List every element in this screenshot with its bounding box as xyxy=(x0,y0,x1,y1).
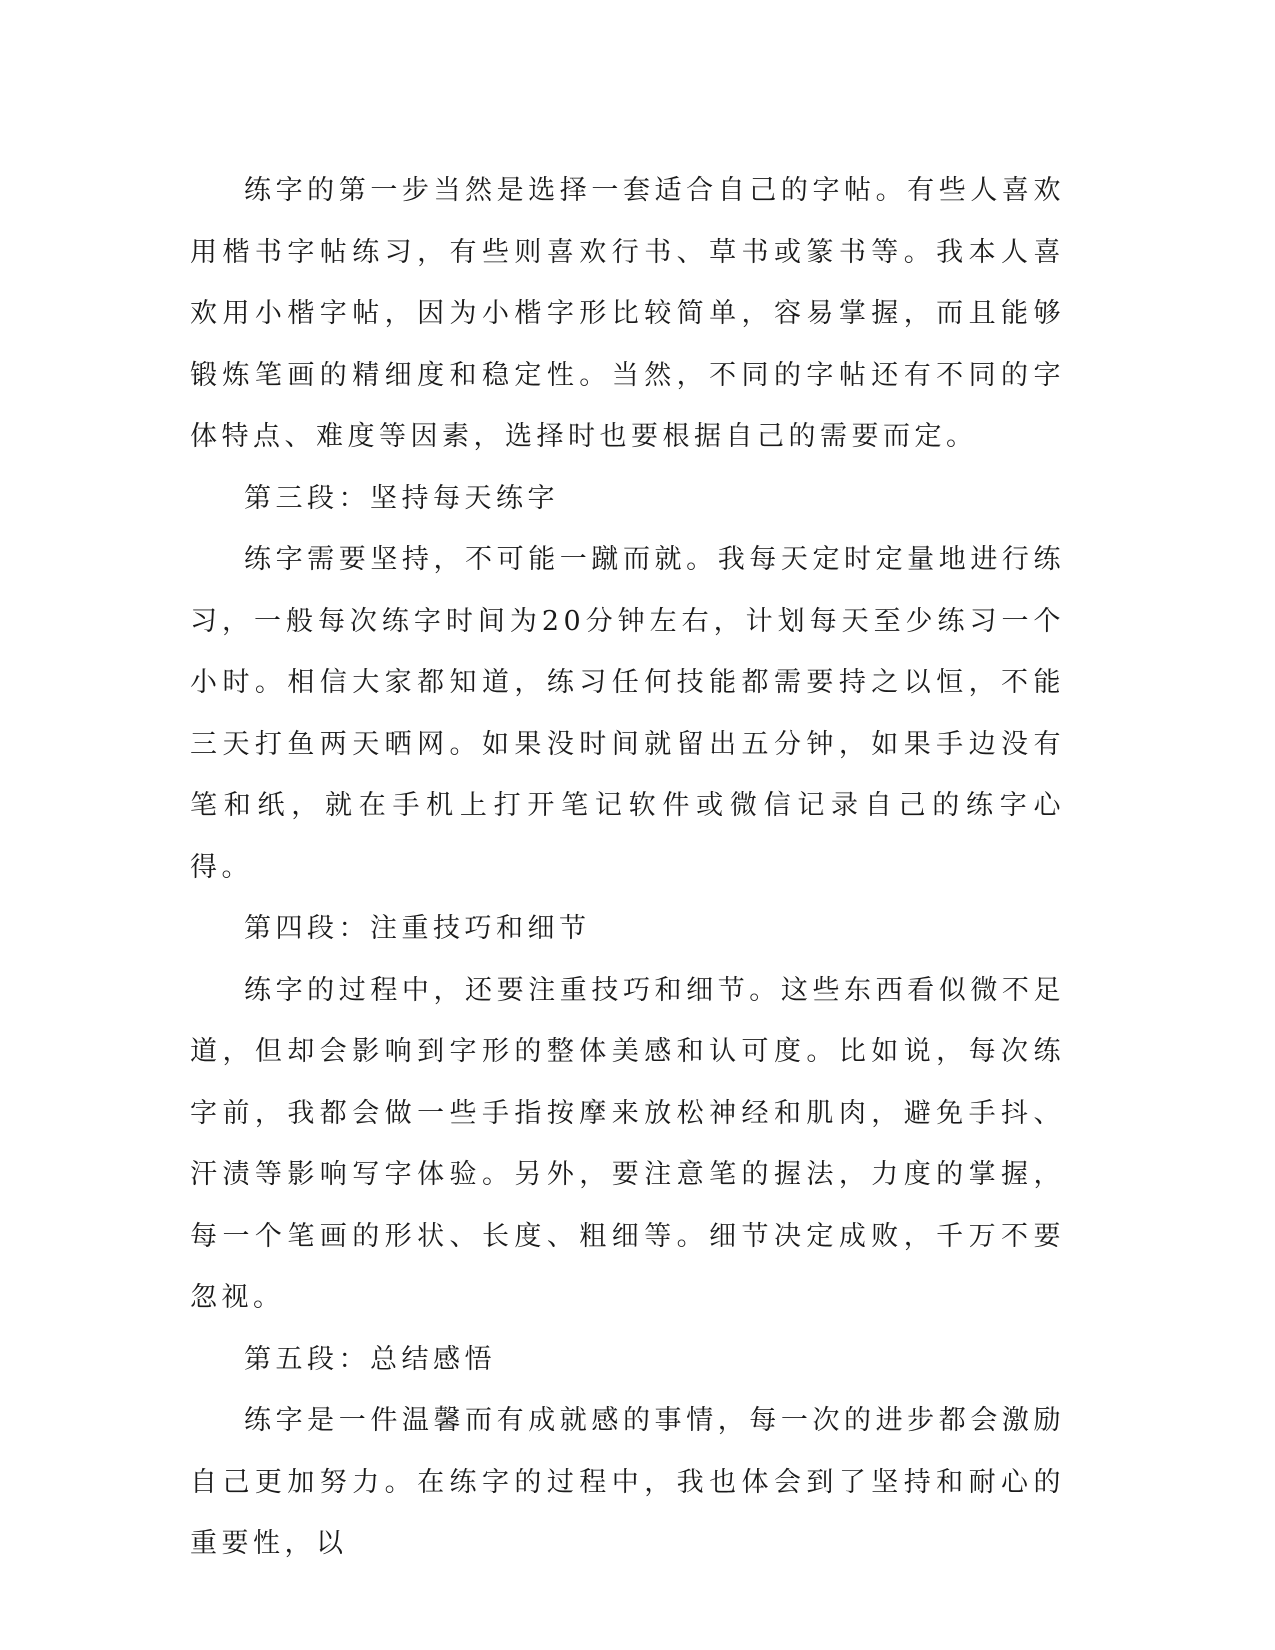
section-heading-5: 第五段：总结感悟 xyxy=(244,1343,496,1375)
section-heading-4: 第四段：注重技巧和细节 xyxy=(244,913,591,944)
document-body xyxy=(190,160,1065,1575)
paragraph-technique-detail: 练字的过程中，还要注重技巧和细节。这些东西看似微不足道，但却会影响到字形的整体美感和认可度。比如说，每次练字前，我都会做一些手指按摩来放松神经和肌肉，避免手抖、汗渍等影响写字体验。另外，要注意笔的握法，力度的掌握，每一个笔画的形状、长度、粗细等。细节决定成败，千万不要忽视。 xyxy=(190,974,1065,1313)
section-heading-3: 第三段：坚持每天练字 xyxy=(244,482,559,514)
paragraph-choose-copybook: 练字的第一步当然是选择一套适合自己的字帖。有些人喜欢用楷书字帖练习，有些则喜欢行书、草书或篆书等。我本人喜欢用小楷字帖，因为小楷字形比较简单，容易掌握，而且能够锻炼笔画的精细度和稳定性。当然，不同的字帖还有不同的字体特点、难度等因素，选择时也要根据自己的需要而定。 xyxy=(190,175,1065,452)
paragraph-summary: 练字是一件温馨而有成就感的事情，每一次的进步都会激励自己更加努力。在练字的过程中，我也体会到了坚持和耐心的重要性，以 xyxy=(190,1405,1065,1559)
paragraph-daily-practice: 练字需要坚持，不可能一蹴而就。我每天定时定量地进行练习，一般每次练字时间为20分钟左右，计划每天至少练习一个小时。相信大家都知道，练习任何技能都需要持之以恒，不能三天打鱼两天晒网。如果没时间就留出五分钟，如果手边没有笔和纸，就在手机上打开笔记软件或微信记录自己的练字心得。 xyxy=(190,544,1065,883)
